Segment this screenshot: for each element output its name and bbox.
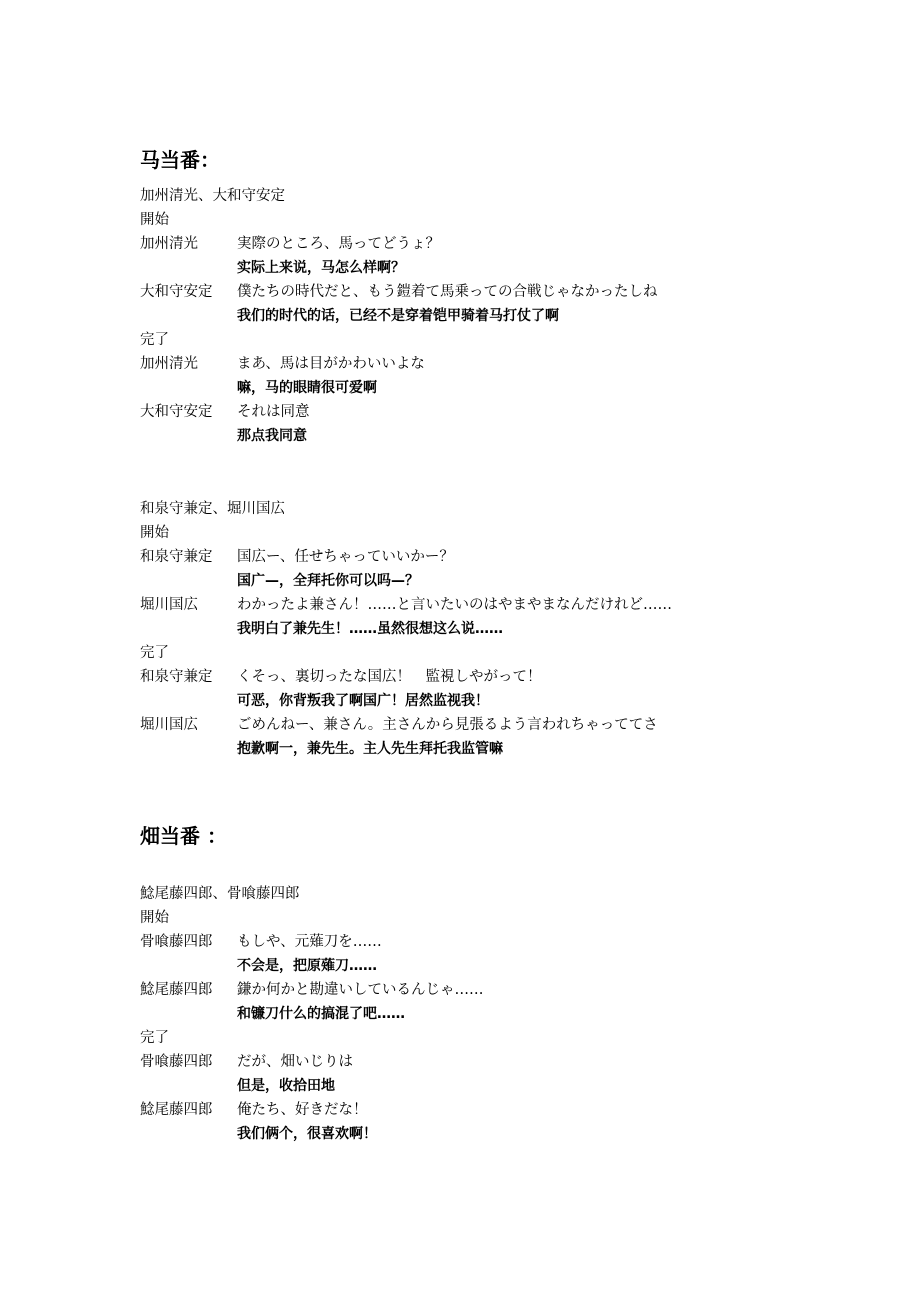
speaker-name: 和泉守兼定 [140, 669, 213, 685]
japanese-line: それは同意 [237, 404, 310, 420]
speaker-name: 堀川国広 [140, 597, 198, 613]
speaker-name: 大和守安定 [140, 404, 213, 420]
start-label: 開始 [140, 910, 169, 926]
speaker-name: 加州清光 [140, 356, 198, 372]
chinese-translation: 嘛，马的眼睛很可爱啊 [237, 380, 377, 396]
section-title: 马当番： [140, 148, 220, 172]
pair-names: 鯰尾藤四郎、骨喰藤四郎 [140, 886, 300, 902]
end-label: 完了 [140, 332, 169, 348]
japanese-line: 国広ー、任せちゃっていいかー？ [237, 549, 454, 565]
chinese-translation: 我们的时代的话，已经不是穿着铠甲骑着马打仗了啊 [237, 308, 559, 324]
chinese-translation: 实际上来说，马怎么样啊？ [237, 260, 405, 276]
japanese-line: わかったよ兼さん！……と言いたいのはやまやまなんだけれど…… [237, 597, 672, 613]
section-title: 畑当番 ： [140, 824, 227, 848]
chinese-translation: 我们俩个，很喜欢啊！ [237, 1126, 377, 1142]
speaker-name: 骨喰藤四郎 [140, 934, 213, 950]
pair-names: 和泉守兼定、堀川国広 [140, 501, 285, 517]
speaker-name: 堀川国広 [140, 717, 198, 733]
end-label: 完了 [140, 1030, 169, 1046]
end-label: 完了 [140, 645, 169, 661]
speaker-name: 大和守安定 [140, 284, 213, 300]
japanese-line: 鎌か何かと勘違いしているんじゃ…… [237, 982, 484, 998]
japanese-line: くそっ、裏切ったな国広！ 監視しやがって！ [237, 669, 542, 685]
chinese-translation: 不会是，把原薙刀…… [237, 958, 377, 974]
chinese-translation: 那点我同意 [237, 428, 307, 444]
japanese-line: 俺たち、好きだな！ [237, 1102, 368, 1118]
speaker-name: 鯰尾藤四郎 [140, 982, 213, 998]
chinese-translation: 但是，收拾田地 [237, 1078, 335, 1094]
japanese-line: 僕たちの時代だと、もう鎧着て馬乗っての合戦じゃなかったしね [237, 284, 658, 300]
chinese-translation: 我明白了兼先生！……虽然很想这么说…… [237, 621, 503, 637]
chinese-translation: 可恶，你背叛我了啊国广！居然监视我！ [237, 693, 489, 709]
japanese-line: だが、畑いじりは [237, 1054, 353, 1070]
pair-names: 加州清光、大和守安定 [140, 188, 285, 204]
japanese-line: もしや、元薙刀を…… [237, 934, 382, 950]
speaker-name: 鯰尾藤四郎 [140, 1102, 213, 1118]
japanese-line: ごめんねー、兼さん。主さんから見張るよう言われちゃっててさ [237, 717, 658, 733]
speaker-name: 加州清光 [140, 236, 198, 252]
start-label: 開始 [140, 212, 169, 228]
chinese-translation: 和镰刀什么的搞混了吧…… [237, 1006, 405, 1022]
chinese-translation: 抱歉啊一，兼先生。主人先生拜托我监管嘛 [237, 741, 503, 757]
japanese-line: 実際のところ、馬ってどうょ？ [237, 236, 440, 252]
speaker-name: 和泉守兼定 [140, 549, 213, 565]
speaker-name: 骨喰藤四郎 [140, 1054, 213, 1070]
chinese-translation: 国广—，全拜托你可以吗—？ [237, 573, 419, 589]
start-label: 開始 [140, 525, 169, 541]
japanese-line: まあ、馬は目がかわいいよな [237, 356, 425, 372]
